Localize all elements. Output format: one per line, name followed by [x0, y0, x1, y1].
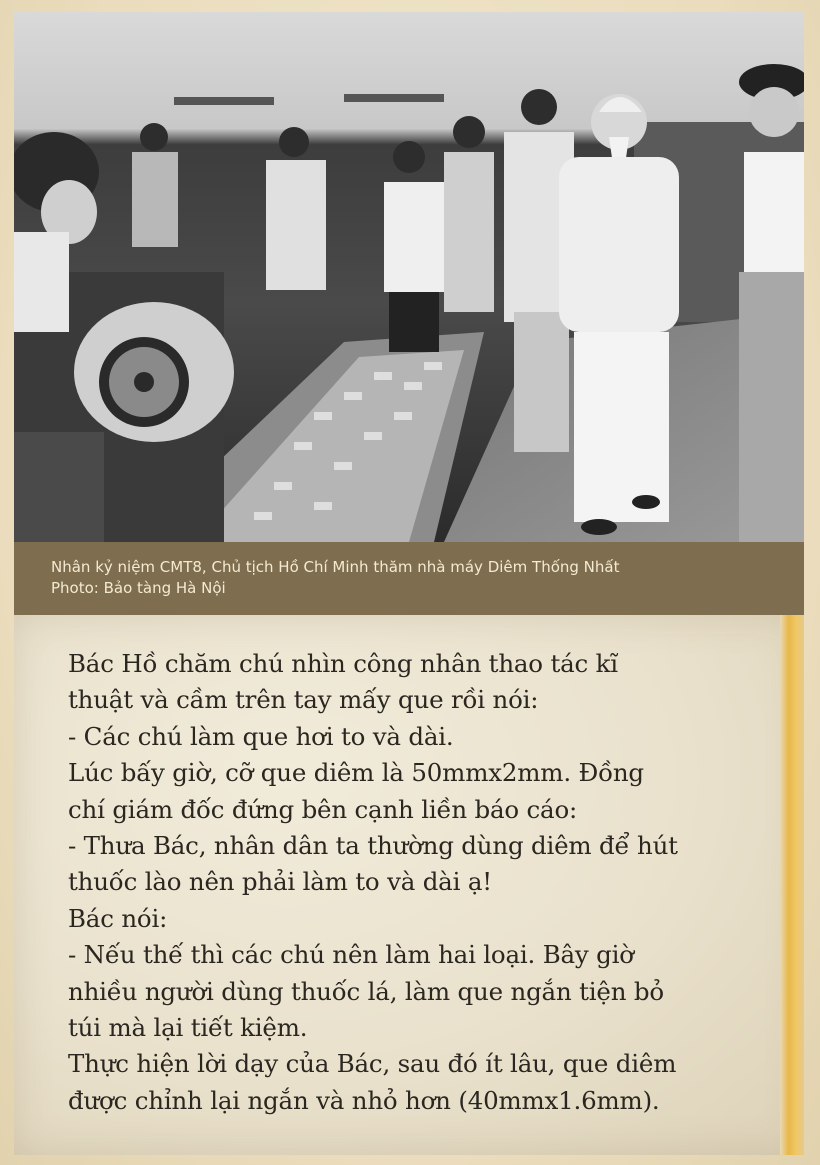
paper-edge-stripe	[780, 615, 804, 1155]
story-line: thuốc lào nên phải làm to và dài ạ!	[68, 867, 492, 897]
story-text	[68, 646, 778, 1119]
story-line: nhiều người dùng thuốc lá, làm que ngắn tiện bỏ	[68, 976, 664, 1006]
story-line: Bác Hồ chăm chú nhìn công nhân thao tác kĩ	[68, 649, 618, 678]
historical-photo	[14, 12, 804, 542]
photo-illustration	[14, 12, 804, 542]
story-paper	[14, 615, 804, 1155]
story-line: chí giám đốc đứng bên cạnh liền báo cáo:	[68, 794, 578, 824]
story-line: - Các chú làm que hơi to và dài.	[68, 721, 454, 751]
story-line: thuật và cầm trên tay mấy que rồi nói:	[68, 685, 539, 715]
story-line: Bác nói:	[68, 903, 168, 933]
photo-caption	[14, 542, 804, 615]
story-line: Lúc bấy giờ, cỡ que diêm là 50mmx2mm. Đồng	[68, 758, 644, 788]
story-line: được chỉnh lại ngắn và nhỏ hơn (40mmx1.6mm).	[68, 1085, 660, 1115]
story-line: - Nếu thế thì các chú nên làm hai loại. Bây giờ	[68, 940, 634, 970]
caption-text: Nhân kỷ niệm CMT8, Chủ tịch Hồ Chí Minh thăm nhà máy Diêm Thống Nhất	[51, 558, 620, 576]
story-line: - Thưa Bác, nhân dân ta thường dùng diêm để hút	[68, 831, 678, 861]
story-line: túi mà lại tiết kiệm.	[68, 1013, 308, 1043]
photo-credit: Photo: Bảo tàng Hà Nội	[51, 579, 226, 597]
story-line: Thực hiện lời dạy của Bác, sau đó ít lâu, que diêm	[68, 1049, 677, 1079]
